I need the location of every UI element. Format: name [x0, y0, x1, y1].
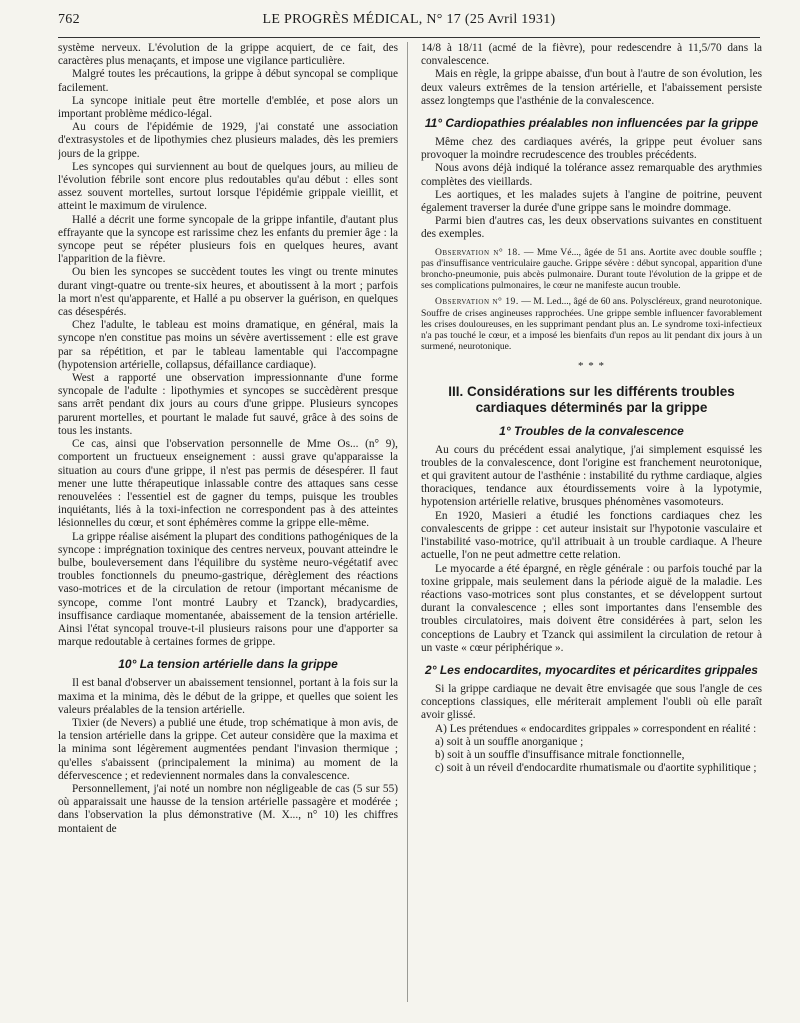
paragraph: 14/8 à 18/11 (acmé de la fièvre), pour redescendre à 11,5/70 dans la convalescence.: [421, 42, 762, 68]
paragraph: La grippe réalise aisément la plupart des conditions pathogéniques de la syncope : imprégnation toxinique des centres nerveux, pouvant atteindre le bulbe, bouleversement dans l'équilibre du système neuro-végétatif avec troubles fonctionnels du pneumo-gastrique, dérèglement des réactions vaso-motrices et de la circulation de retour (important mécanisme de syncope, comme l'ont montré Laubry et Tzanck), bradycardies, insuffisance cardiaque momentanée, abaissement de la tension artérielle. Ainsi l'état syncopal trouve-t-il plusieurs raisons pour une d'apporter sa marque redoutable à certaines formes de grippe.: [58, 530, 398, 649]
section-separator: * * *: [578, 360, 605, 373]
paragraph: Ou bien les syncopes se succèdent toutes les vingt ou trente minutes durant vingt-quatre ou trente-six heures, et aboutissent à la mort ; parfois la mort n'est qu'apparente, et Hallé a pu observer la guérison, en quelques cas désespérés.: [58, 266, 398, 319]
left-column: [58, 42, 398, 1014]
paragraph: Au cours du précédent essai analytique, j'ai simplement esquissé les troubles de la convalescence, dont l'origine est franchement neurotonique, et qui gravitent autour de l'asthénie : instabilité du rythme cardiaque, algies thoraciques, tendance aux étourdissements voire à la lypotymie, hypotension artérielle relative, brusques phénomènes vasomoteurs.: [421, 443, 762, 509]
journal-title: LE PROGRÈS MÉDICAL, N° 17 (25 Avril 1931): [262, 12, 556, 27]
observation-label: Observation n° 18.: [435, 246, 521, 258]
observation-19: [421, 296, 762, 352]
paragraph: Ce cas, ainsi que l'observation personnelle de Mme Os... (n° 9), comportent un fructueux enseignement : aussi grave qu'apparaisse la situation au cours d'une grippe, il n'est pas permis de désespérer. Il faut mener une lutte thérapeutique inlassable contre des attaques sans cesse renouvelées : l'essentiel est de gagner du temps, puisque les troubles inquiétants, liés à la toxi-infection ne correspondent pas à des atteintes lésionnelles du cœur, et sont éphémères comme la grippe elle-même.: [58, 438, 398, 530]
paragraph: système nerveux. L'évolution de la grippe acquiert, de ce fait, des caractères plus menaçants, et impose une vigilance particulière.: [58, 42, 398, 68]
section-heading-endocardites: 2° Les endocardites, myocardites et péricardites grippales: [425, 662, 758, 677]
paragraph: Le myocarde a été épargné, en règle générale : ou parfois touché par la toxine grippale, mais seulement dans la période aiguë de la maladie. Les réactions vaso-motrices sont plus constantes, et se développent surtout durant la convalescence ; elles sont importantes dans l'ensemble des troubles circulatoires, mais doivent être considérées à part, selon les conceptions de Laubry et Tzanck qui assimilent la circulation de retour à un vaste « cœur périphérique ».: [421, 562, 762, 654]
paragraph: Chez l'adulte, le tableau est moins dramatique, en général, mais la syncope n'en constitue pas moins un sévère avertissement : elle est grave par sa répétition, et par le tableau lamentable qui l'accompagne (hypotension artérielle, collapsus, défaillance cardiaque).: [58, 319, 398, 371]
list-item: a) soit à un souffle anorganique ;: [435, 735, 584, 748]
paragraph: Parmi bien d'autres cas, les deux observations suivantes en constituent des exemples.: [421, 215, 762, 241]
part-heading: III. Considérations sur les différents troubles cardiaques déterminés par la grippe: [448, 383, 735, 415]
header-rule: [58, 37, 760, 38]
right-column: [421, 42, 762, 1014]
observation-text: — Mme Vé..., âgée de 51 ans. Aortite avec double souffle ; pas d'insuffisance ventriculaire gauche. Grippe sévère : début syncopal, apparition d'une broncho-pneumonie, puis abcès pulmonaire. Durant toute l'évolution de la grippe et de ses complications pulmonaires, le cœur ne manifeste aucun trouble.: [421, 246, 762, 292]
paragraph: A) Les prétendues « endocardites grippales » correspondent en réalité :: [435, 722, 757, 735]
list-item: c) soit à un réveil d'endocardite rhumatismale ou d'aortite syphilitique ;: [435, 762, 757, 775]
paragraph: Tixier (de Nevers) a publié une étude, trop schématique à mon avis, de la tension artérielle dans la grippe. Cet auteur considère que la maxima et la minima sont légèrement augmentées pendant l'invasion thermique ; qu'elles s'abaissent (principalement la minima) au moment de la défervescence ; et redeviennent normales dans la convalescence.: [58, 716, 398, 782]
observation-text: — M. Led..., âgé de 60 ans. Polyscléreux, grand neurotonique. Souffre de crises angineuses rapprochées. Une grippe semble influencer favorablement les crises douloureuses, en les supprimant pendant plus an. Le syndrome toxi-infectieux n'a pas touché le cœur, et a imposé les bienfaits d'un repos au lit pendant dix jours à un surmené, neurotonique.: [421, 296, 762, 353]
section-heading-cardiopathies: 11° Cardiopathies préalables non influencées par la grippe: [424, 116, 759, 131]
paragraph: Personnellement, j'ai noté un nombre non négligeable de cas (5 sur 55) où apparaissait une hausse de la tension artérielle passagère et modérée ; dans l'observation la plus démonstrative (M. X..., n° 10) les chiffres montaient de: [58, 782, 398, 835]
list-item: b) soit à un souffle d'insuffisance mitrale fonctionnelle,: [435, 748, 685, 761]
paragraph: Mais en règle, la grippe abaisse, d'un bout à l'autre de son évolution, les deux valeurs extrêmes de la tension artérielle, et l'abaissement persiste assez longtemps que l'asthénie de la convalescence.: [421, 68, 762, 107]
section-heading-convalescence: 1° Troubles de la convalescence: [499, 423, 684, 438]
paragraph: En 1920, Masieri a étudié les fonctions cardiaques chez les convalescents de grippe : cet auteur insistait sur l'hypotonie vasculaire et l'instabilité vaso-motrice, qu'il attribuait à un trouble cardiaque. A l'heure actuelle, l'on ne peut admettre cette relation.: [421, 509, 762, 562]
observation-18: [421, 247, 762, 292]
section-heading-tension: 10° La tension artérielle dans la grippe: [118, 657, 338, 672]
paragraph: Même chez des cardiaques avérés, la grippe peut évoluer sans provoquer la moindre recrudescence des troubles précédents.: [421, 136, 762, 162]
observation-label: Observation n° 19.: [435, 296, 519, 308]
paragraph: Les aortiques, et les malades sujets à l'angine de poitrine, peuvent également traverser la durée d'une grippe sans le moindre dommage.: [421, 188, 762, 215]
running-header: [58, 12, 760, 32]
paragraph: Malgré toutes les précautions, la grippe à début syncopal se complique facilement.: [58, 68, 398, 94]
paragraph: Si la grippe cardiaque ne devait être envisagée que sous l'angle de ces conceptions classiques, elle mériterait amplement l'oubli où elle paraît avoir glissé.: [421, 682, 762, 722]
paragraph: West a rapporté une observation impressionnante d'une forme syncopale de l'adulte : lipothymies et syncopes se succèdèrent presque sans arrêt pendant dix jours au cours d'une grippe. Plusieurs syncopes parurent mortelles, et pourtant le malade fut sauvé, grâce à des soins de tous les instants.: [58, 372, 398, 437]
page-number: 762: [58, 12, 80, 27]
paragraph: Nous avons déjà indiqué la tolérance assez remarquable des arythmies complètes des vieillards.: [421, 162, 762, 188]
paragraph: Les syncopes qui surviennent au bout de quelques jours, au milieu de l'évolution fébrile sont encore plus redoutables qu'au début : elles sont assez souvent mortelles, surtout lorsque l'épidémie grippale vieillit, et atteint le maximum de virulence.: [58, 160, 398, 213]
paragraph: La syncope initiale peut être mortelle d'emblée, et pose alors un important problème médico-légal.: [58, 94, 398, 121]
paragraph: Au cours de l'épidémie de 1929, j'ai constaté une association d'extrasystoles et de lipothymies chez plusieurs malades, dès les premiers jours de la grippe.: [58, 121, 398, 160]
paragraph: Hallé a décrit une forme syncopale de la grippe infantile, d'autant plus effrayante que la syncope est rarissime chez les enfants du premier âge : la syncope peut se répéter plusieurs fois en quelques heures, avant l'apparition de la fièvre.: [58, 213, 398, 266]
paragraph: Il est banal d'observer un abaissement tensionnel, portant à la fois sur la maxima et la minima, dès le début de la grippe, et quelles que soient les valeurs préalables de la tension artérielle.: [58, 677, 398, 716]
column-divider: [407, 42, 408, 1002]
